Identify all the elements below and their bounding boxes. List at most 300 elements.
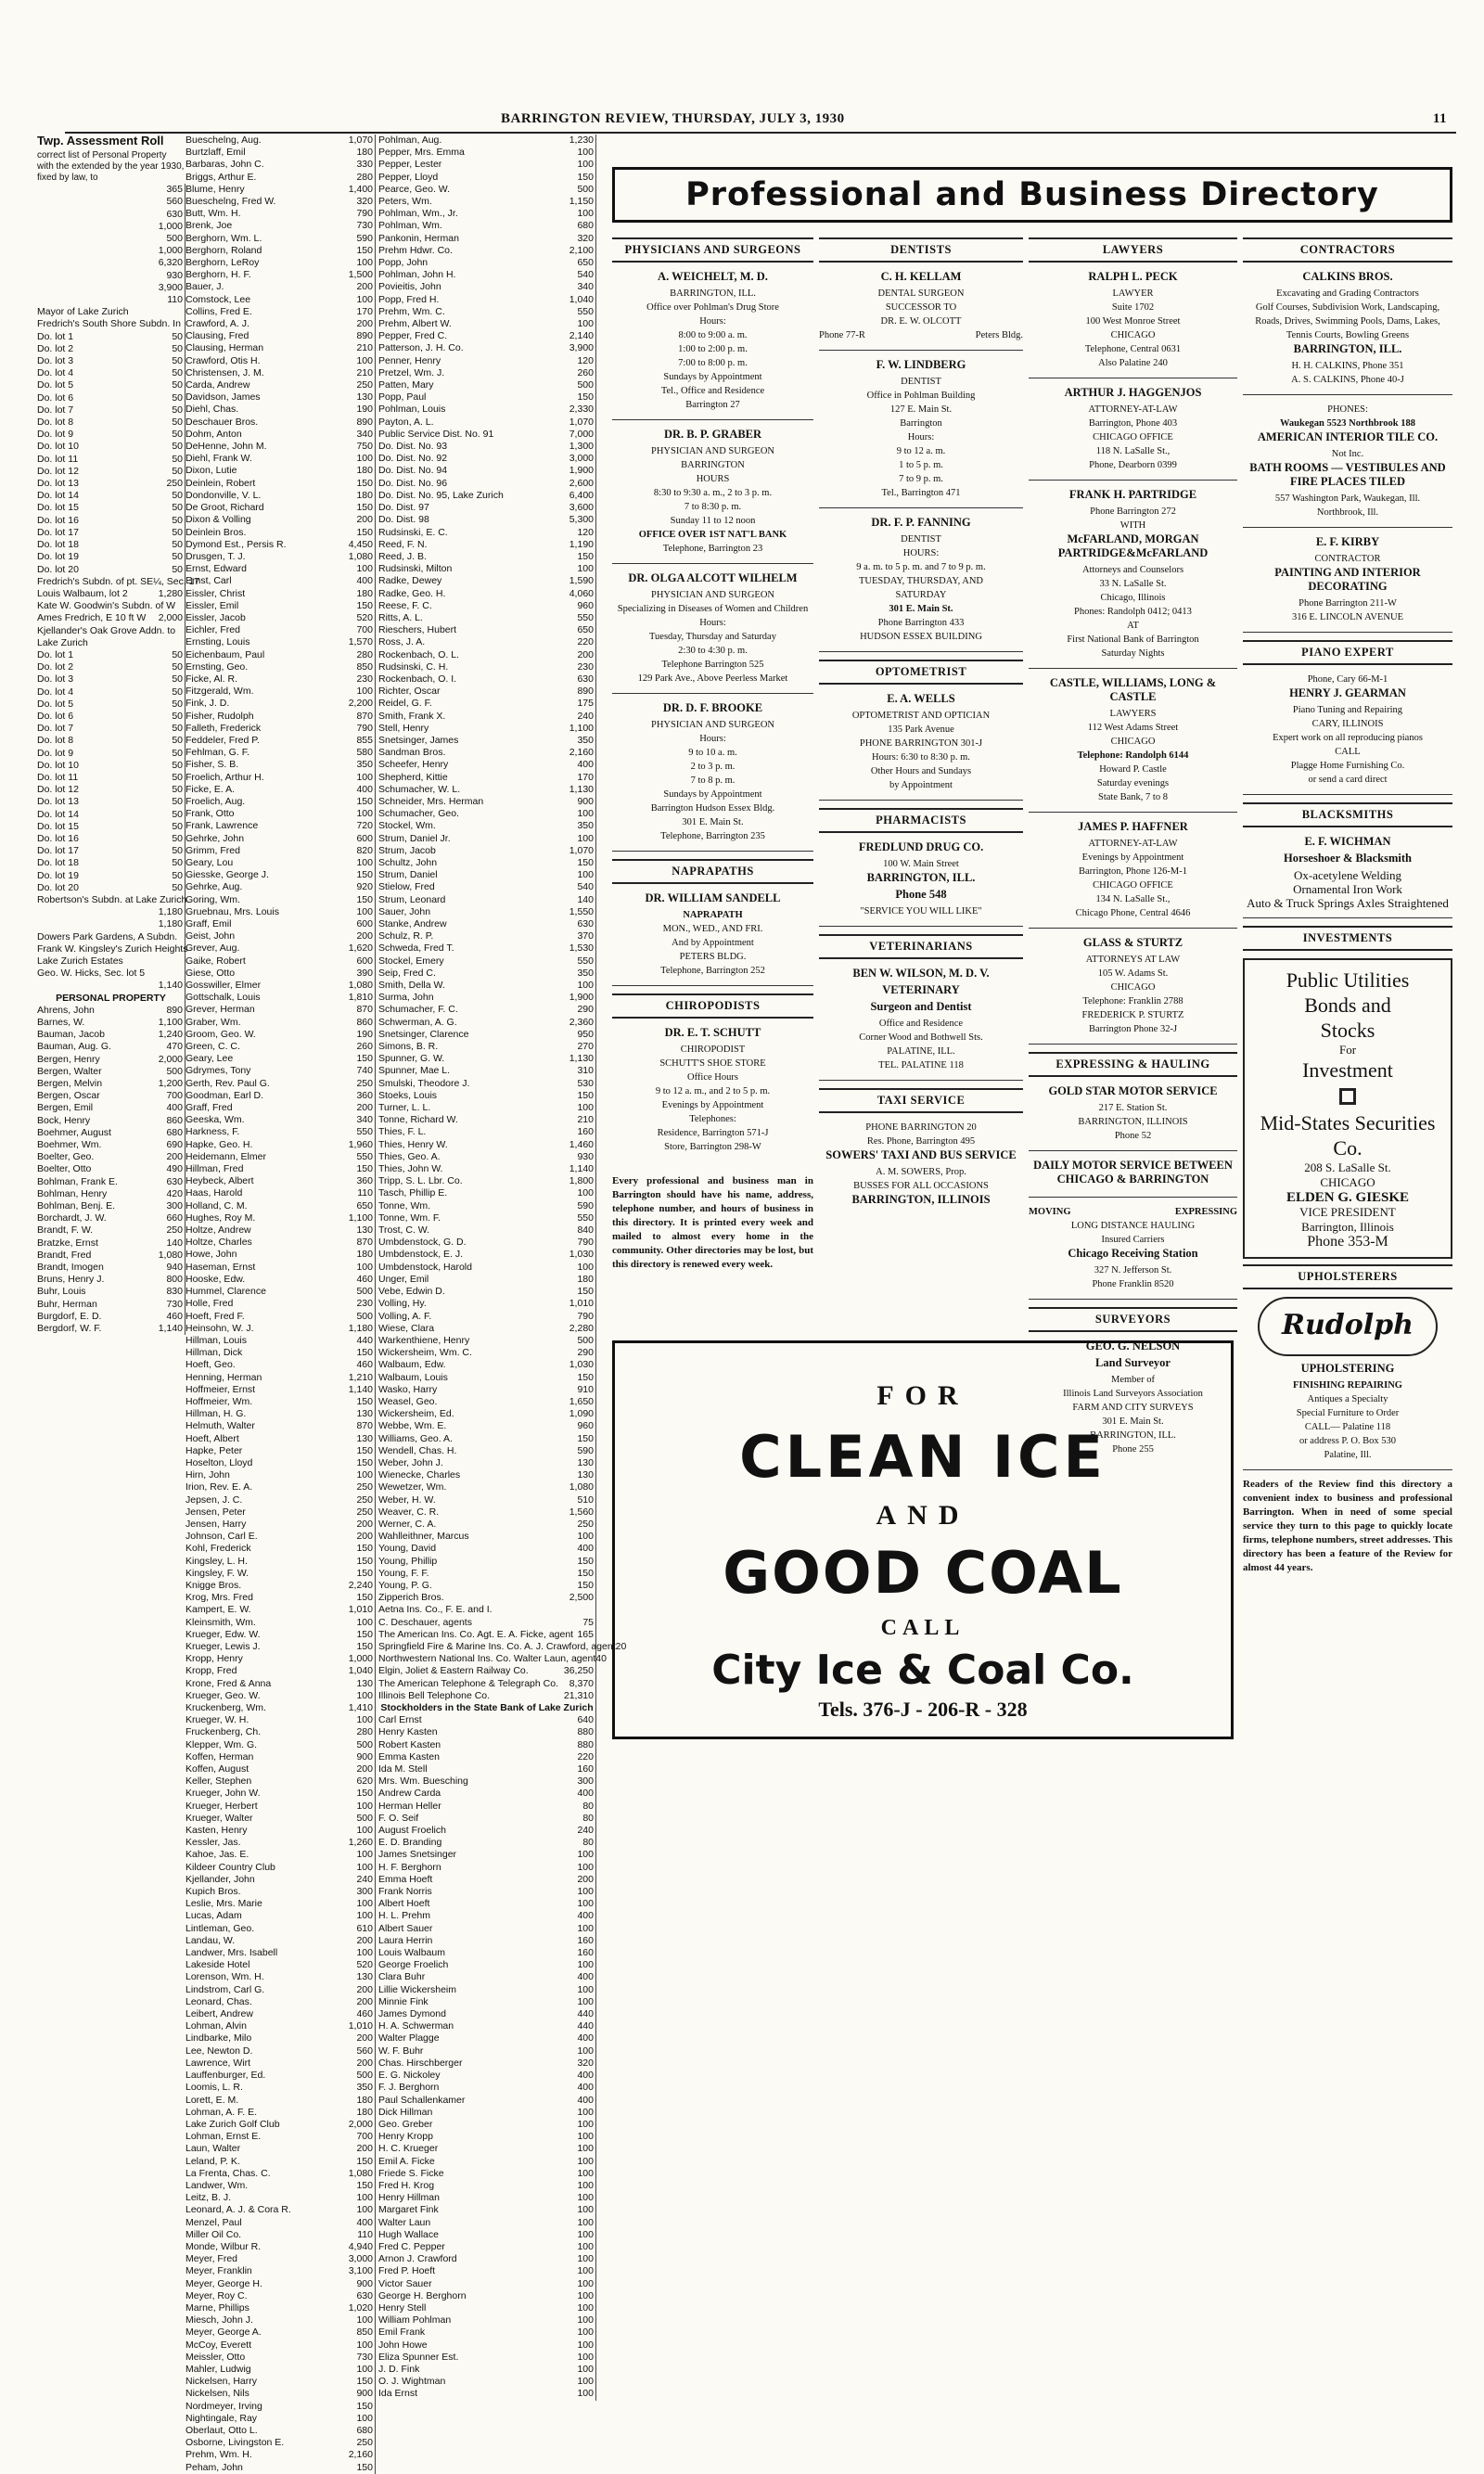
roll-entry-name: Do. Dist. No. 96 (378, 477, 448, 489)
roll-entry (186, 1996, 376, 2008)
roll-entry-value: 1,570 (348, 636, 373, 648)
roll-entry-name: Do. lot 18 (37, 539, 79, 551)
roll-entry-value: 1,650 (569, 1395, 594, 1407)
roll-entry-value: 50 (172, 465, 183, 477)
card-with: WITH (1119, 520, 1146, 531)
roll-entry (378, 1249, 596, 1261)
roll-entry (37, 318, 186, 330)
roll-entry-name: Gruebnau, Mrs. Louis (186, 905, 279, 917)
ad-headline: GOOD COAL (723, 1539, 1123, 1607)
roll-entry (186, 281, 376, 293)
roll-entry-value: 500 (356, 1738, 373, 1750)
roll-entry-value: 300 (356, 1886, 373, 1898)
card-name: HENRY J. GEARMAN (1289, 686, 1406, 699)
roll-entry (378, 294, 596, 306)
roll-entry-value: 400 (577, 2094, 594, 2106)
roll-entry-name: Young, F. F. (378, 1567, 429, 1579)
roll-entry-value: 150 (356, 1347, 373, 1359)
roll-entry-value: 320 (356, 196, 373, 208)
roll-entry-name: Spunner, Mae L. (378, 1065, 451, 1077)
ice-coal-ad (612, 1340, 1234, 1739)
card-shop: SCHUTT'S SHOE STORE (659, 1058, 766, 1069)
roll-entry (378, 1408, 596, 1420)
roll-entry (186, 1237, 376, 1249)
card-hours: Evenings by Appointment (661, 1100, 764, 1110)
roll-entry-value: 730 (166, 1298, 183, 1310)
roll-entry-name: Jepsen, J. C. (186, 1493, 243, 1506)
roll-entry (378, 1187, 596, 1199)
roll-entry-name: O. J. Wightman (378, 2376, 446, 2388)
roll-entry-value: 50 (172, 417, 183, 429)
roll-entry-value: 100 (356, 1947, 373, 1959)
roll-entry-value: 100 (356, 2412, 373, 2424)
roll-entry-name (37, 918, 151, 930)
card-address: 100 W. Main Street (883, 859, 959, 869)
roll-entry-name: Lindstrom, Carl G. (186, 1983, 265, 1995)
roll-entry-name: Weaver, C. R. (378, 1506, 440, 1518)
roll-entry-value: 550 (356, 1126, 373, 1138)
roll-entry-name: Lake Zurich Estates (37, 955, 123, 967)
roll-entry-name: Ahrens, John (37, 1004, 95, 1016)
roll-entry-value: 100 (577, 2204, 594, 2216)
roll-entry-value: 220 (577, 1750, 594, 1763)
roll-entry-name: Walter Plagge (378, 2032, 440, 2045)
roll-entry-value: 150 (577, 1286, 594, 1298)
card-peck (1029, 270, 1237, 378)
roll-entry (186, 1862, 376, 1874)
roll-entry-value: 50 (172, 661, 183, 673)
roll-entry (37, 527, 186, 539)
card-town: BARRINGTON, ILL. (1090, 1430, 1176, 1441)
roll-entry-value: 280 (356, 171, 373, 183)
roll-entry (378, 2339, 596, 2352)
roll-entry-name: Rudsinski, E. C. (378, 526, 448, 538)
roll-entry (378, 1568, 596, 1580)
roll-entry (378, 1653, 607, 1665)
roll-entry-name: Graff, Emil (186, 918, 232, 929)
roll-entry-name: Hirn, John (186, 1469, 230, 1481)
roll-entry-name: Landau, W. (186, 1934, 236, 1946)
roll-entry-name: Sandman Bros. (378, 747, 446, 759)
roll-entry-name: Berghorn, LeRoy (186, 257, 260, 269)
roll-entry (186, 233, 376, 245)
roll-entry-name: Heinsohn, W. J. (186, 1322, 254, 1334)
roll-entry (378, 220, 596, 232)
category-lawyers: LAWYERS (1029, 237, 1237, 263)
roll-entry-name: Stoeks, Louis (378, 1089, 438, 1101)
roll-entry-value: 340 (356, 1114, 373, 1126)
roll-entry-value: 740 (356, 1065, 373, 1077)
roll-entry (378, 723, 596, 735)
roll-entry-value: 400 (577, 2082, 594, 2094)
roll-entry (378, 1078, 596, 1090)
roll-entry (37, 454, 186, 466)
roll-entry (186, 1078, 376, 1090)
roll-entry (378, 318, 596, 330)
roll-entry-value: 1,080 (158, 1249, 183, 1261)
roll-entry-value: 150 (577, 1432, 594, 1444)
roll-entry-name: Monde, Wilbur R. (186, 2240, 262, 2252)
roll-entry (186, 514, 376, 526)
roll-entry (186, 1543, 376, 1555)
roll-entry-value: 1,530 (569, 942, 594, 955)
roll-entry-name: Pepper, Lester (378, 159, 442, 171)
card-slogan: "SERVICE YOU WILL LIKE" (860, 906, 982, 917)
roll-entry-value: 150 (356, 2179, 373, 2191)
roll-entry (186, 833, 376, 845)
roll-entry-value: 150 (356, 477, 373, 489)
roll-entry-value: 4,450 (348, 538, 373, 550)
roll-entry-value: 1,960 (348, 1138, 373, 1150)
roll-entry-name: E. D. Branding (378, 1837, 442, 1849)
roll-entry (378, 1163, 596, 1175)
roll-entry-name: Do. lot 9 (37, 747, 74, 759)
roll-entry (378, 379, 596, 391)
roll-entry-name: Hoeft, Geo. (186, 1359, 236, 1371)
card-town: Palatine, Ill. (1324, 1450, 1372, 1460)
business-directory (603, 139, 1464, 2124)
roll-entry (37, 845, 186, 857)
roll-entry-value: 140 (166, 1237, 183, 1249)
roll-entry-name: Krog, Mrs. Fred (186, 1592, 253, 1604)
roll-entry (378, 600, 596, 612)
roll-entry-value: 250 (356, 1481, 373, 1493)
card-bank: First National Bank of Barrington (1067, 635, 1199, 645)
roll-entry (37, 894, 186, 906)
card-phone: Phone 255 (1112, 1444, 1154, 1455)
roll-entry-value: 820 (356, 844, 373, 856)
roll-entry-name: Seip, Fred C. (378, 967, 436, 979)
roll-entry (378, 918, 596, 930)
roll-entry (186, 1481, 376, 1493)
roll-entry-name: Werner, C. A. (378, 1518, 437, 1530)
roll-entry (378, 1481, 596, 1493)
roll-entry-name: Schweda, Fred T. (378, 942, 454, 955)
roll-entry-value: 400 (356, 783, 373, 795)
card-name: DR. WILLIAM SANDELL (645, 891, 781, 904)
roll-entry-name: Hughes, Roy M. (186, 1211, 256, 1224)
roll-entry-value: 50 (172, 526, 183, 538)
roll-entry-value: 250 (356, 2437, 373, 2449)
roll-entry-value: 250 (166, 478, 183, 490)
roll-entry-value: 400 (577, 1543, 594, 1555)
roll-entry-name: Lorenson, Wm. H. (186, 1971, 264, 1983)
roll-entry (186, 747, 376, 759)
roll-entry-value: 920 (356, 881, 373, 893)
roll-entry (37, 392, 186, 404)
card-town: CARY, ILLINOIS (1311, 719, 1384, 729)
roll-entry (37, 612, 186, 624)
roll-entry-name: Eichenbaum, Paul (186, 648, 265, 660)
roll-heading: Twp. Assessment Roll (37, 134, 164, 147)
roll-entry (186, 2462, 376, 2474)
roll-entry-value: 180 (356, 1249, 373, 1261)
roll-entry-name: Burgdorf, E. D. (37, 1310, 102, 1322)
card-description: BATH ROOMS — VESTIBULES AND FIRE PLACES TILED (1249, 461, 1446, 488)
roll-entry (37, 404, 186, 417)
roll-entry-name: Weasel, Geo. (378, 1395, 438, 1407)
roll-entry-value: 550 (577, 305, 594, 317)
roll-entry (186, 306, 376, 318)
card-tel-label: Telephones: (689, 1114, 736, 1124)
roll-entry-value: 900 (356, 2277, 373, 2289)
roll-entry-value: 240 (577, 1825, 594, 1837)
roll-entry (186, 2278, 376, 2290)
roll-entry-name: Deinlein, Robert (186, 477, 256, 489)
roll-entry (186, 759, 376, 771)
roll-entry-name: Ritts, A. L. (378, 611, 423, 623)
roll-entry (186, 1187, 376, 1199)
roll-entry (186, 1763, 376, 1775)
roll-entry-name: Lillie Wickersheim (378, 1983, 457, 1995)
roll-entry (37, 870, 186, 882)
roll-entry-value (181, 318, 185, 330)
roll-entry (37, 466, 186, 478)
roll-entry (37, 637, 186, 649)
roll-entry (186, 845, 376, 857)
card-title: DENTAL SURGEON (877, 288, 965, 299)
roll-entry-name: Herman Heller (378, 1800, 441, 1812)
roll-entry-value: 540 (577, 269, 594, 281)
roll-entry-name: Victor Sauer (378, 2277, 432, 2289)
roll-entry (37, 723, 186, 735)
roll-entry-name: DeHenne, John M. (186, 441, 267, 453)
roll-entry (37, 1127, 186, 1139)
ad-town: Barrington, Illinois (1301, 1220, 1394, 1234)
roll-entry (186, 220, 376, 232)
roll-entry-name: Bueschelng, Fred W. (186, 196, 276, 208)
category-physicians: PHYSICIANS AND SURGEONS (612, 237, 813, 263)
roll-entry-name: Strum, Daniel (378, 869, 438, 881)
roll-entry (378, 184, 596, 196)
roll-entry-value: 200 (356, 2032, 373, 2045)
roll-entry (37, 367, 186, 379)
roll-entry (186, 1212, 376, 1224)
roll-entry-value: 1,100 (348, 1211, 373, 1224)
card-plagge: Plagge Home Furnishing Co. (1290, 761, 1405, 771)
roll-entry-name: Strum, Daniel Jr. (378, 832, 451, 844)
card-tel: Telephone, Central 0631 (1084, 344, 1182, 354)
roll-entry-name: Gottschalk, Louis (186, 992, 261, 1004)
roll-entry-value: 6,320 (158, 257, 183, 269)
roll-entry (378, 2204, 596, 2216)
roll-entry-name: Diehl, Chas. (186, 404, 239, 416)
card-name: DR. D. F. BROOKE (662, 701, 763, 714)
roll-entry-value: 160 (577, 1934, 594, 1946)
roll-entry (186, 2241, 376, 2253)
roll-entry (37, 270, 186, 282)
assessment-roll-column-2 (186, 135, 376, 2473)
roll-entry-name: Green, C. C. (186, 1041, 240, 1053)
card-hours: Tuesday, Thursday and Saturday (649, 632, 776, 642)
roll-entry-name: Albert Hoeft (378, 1898, 430, 1910)
roll-entry-value: 200 (356, 1763, 373, 1775)
roll-entry-name: Bueschelng, Aug. (186, 135, 262, 146)
roll-entry-value: 350 (577, 820, 594, 832)
roll-entry (37, 1188, 186, 1200)
roll-entry (378, 1519, 596, 1531)
roll-entry (186, 551, 376, 563)
roll-entry-name: Do. lot 19 (37, 551, 79, 563)
roll-entry-value: 680 (577, 220, 594, 232)
roll-entry-name: Gerth, Rev. Paul G. (186, 1077, 270, 1089)
roll-entry-value: 200 (356, 281, 373, 293)
directory-column-2 (819, 232, 1023, 1224)
roll-entry-value: 460 (356, 1359, 373, 1371)
roll-entry-value: 1,130 (569, 783, 594, 795)
roll-entry-value: 630 (166, 208, 183, 220)
roll-entry-name: James Snetsinger (378, 1849, 457, 1861)
roll-entry-value: 36,250 (563, 1665, 594, 1677)
roll-entry-value: 150 (356, 599, 373, 611)
roll-entry (186, 1163, 376, 1175)
roll-entry-value: 180 (356, 465, 373, 477)
card-name: CALKINS BROS. (1302, 270, 1393, 283)
roll-entry (378, 2131, 596, 2143)
roll-entry-name: Weber, H. W. (378, 1493, 436, 1506)
roll-entry-value: 1,070 (348, 135, 373, 146)
roll-entry-name: Geary, Lee (186, 1053, 234, 1065)
roll-entry-value: 250 (356, 1506, 373, 1518)
card-wells (819, 692, 1023, 801)
roll-entry-value: 500 (166, 1065, 183, 1077)
category-surveyors: SURVEYORS (1029, 1307, 1237, 1332)
card-building: Peters Bldg. (975, 330, 1023, 340)
card-address: 316 E. LINCOLN AVENUE (1292, 612, 1403, 622)
roll-entry (378, 2278, 596, 2290)
roll-entry-value: 150 (356, 1456, 373, 1468)
roll-entry-value: 1,080 (348, 980, 373, 992)
roll-entry-name: Walbaum, Louis (378, 1371, 448, 1383)
roll-entry-name: Fredrich's Subdn. of pt. SE¼, Sec. 17 (37, 575, 200, 587)
card-city: Chicago, Illinois (1100, 593, 1166, 603)
roll-entry (186, 2095, 376, 2107)
directory-column-3 (1029, 232, 1237, 1471)
roll-entry (378, 2217, 596, 2229)
roll-entry-value: 270 (577, 1041, 594, 1053)
roll-entry-name: Pepper, Mrs. Emma (378, 147, 465, 159)
ad-company: City Ice & Coal Co. (711, 1647, 1134, 1694)
roll-entry-name: Radke, Dewey (378, 575, 442, 587)
roll-entry-value: 150 (577, 1089, 594, 1101)
roll-entry (378, 1457, 596, 1469)
roll-entry (186, 869, 376, 881)
category-chiropodists: CHIROPODISTS (612, 993, 813, 1019)
roll-entry (186, 1556, 376, 1568)
roll-entry-value: 900 (356, 2388, 373, 2400)
roll-entry-value: 50 (172, 355, 183, 367)
roll-entry-name: Bauer, J. (186, 281, 224, 293)
roll-entry-value: 320 (577, 2057, 594, 2069)
card-phone-row (819, 328, 1023, 342)
roll-entry-value: 250 (166, 1224, 183, 1237)
roll-entry (378, 1813, 596, 1825)
roll-entry (186, 1971, 376, 1983)
card-name: F. W. LINDBERG (876, 358, 966, 371)
roll-entry (378, 1224, 596, 1237)
roll-entry (186, 930, 376, 942)
roll-entry-value: 490 (166, 1163, 183, 1175)
card-title: DENTIST (901, 377, 941, 387)
card-castle (1029, 676, 1237, 813)
card-address: 33 N. LaSalle St. (1099, 579, 1167, 589)
roll-entry-name: Do. lot 16 (37, 514, 79, 526)
roll-entry-name: Geist, John (186, 930, 236, 942)
roll-entry (186, 1262, 376, 1274)
ad-line: FOR (876, 1380, 969, 1411)
roll-entry (186, 808, 376, 820)
card-hours: 9 a. m. to 5 p. m. and 7 to 9 p. m. (856, 562, 986, 572)
roll-entry-name: Brandt, Fred (37, 1249, 92, 1261)
roll-entry (186, 784, 376, 796)
roll-entry (378, 1874, 596, 1886)
roll-entry-name: Briggs, Arthur E. (186, 171, 257, 183)
roll-entry-name: Dixon & Volling (186, 514, 251, 526)
roll-entry-value (175, 600, 185, 612)
roll-entry-value: 50 (172, 735, 183, 747)
roll-entry (378, 1323, 596, 1335)
roll-entry (186, 490, 376, 502)
roll-entry (186, 1335, 376, 1347)
roll-entry (37, 625, 186, 637)
roll-entry-value: 500 (356, 1812, 373, 1824)
roll-entry (37, 931, 186, 943)
roll-entry-name: Ficke, Al. R. (186, 673, 238, 685)
roll-entry-name: Bohlman, Benj. E. (37, 1200, 116, 1212)
card-glass-sturtz (1029, 936, 1237, 1045)
roll-entry-value: 100 (577, 2327, 594, 2339)
roll-entry-value: 1,010 (348, 2020, 373, 2032)
card-phones: Phones: Randolph 0412; 0413 (1074, 607, 1192, 617)
roll-entry (378, 2388, 596, 2400)
roll-entry-value: 150 (356, 1788, 373, 1800)
roll-entry-value: 50 (172, 551, 183, 563)
roll-entry-name: Krueger, John W. (186, 1788, 261, 1800)
card-title: ATTORNEYS AT LAW (1085, 955, 1181, 965)
roll-entry-value: 160 (577, 1126, 594, 1138)
roll-entry (37, 699, 186, 711)
roll-entry-name: Blume, Henry (186, 183, 245, 195)
roll-entry-name: Snetsinger, Clarence (378, 1028, 469, 1040)
roll-entry-value: 1,030 (569, 1359, 594, 1371)
roll-entry-name: Butt, Wm. H. (186, 208, 241, 220)
category-blacksmiths: BLACKSMITHS (1243, 802, 1452, 827)
roll-entry-name: Emil A. Ficke (378, 2155, 435, 2167)
roll-entry-value: 180 (356, 2106, 373, 2118)
roll-entry (378, 894, 596, 906)
card-title: UPHOLSTERING (1300, 1362, 1395, 1375)
roll-entry-value: 80 (582, 1800, 594, 1812)
roll-entry-name: Warkenthiene, Henry (378, 1334, 470, 1346)
roll-entry (37, 661, 186, 673)
roll-entry (378, 1898, 596, 1910)
card-schutt (612, 1026, 813, 1161)
roll-entry-name: Snetsinger, James (378, 734, 459, 746)
roll-entry (186, 429, 376, 441)
roll-entry (186, 1580, 376, 1592)
roll-entry (186, 478, 376, 490)
roll-entry (186, 1053, 376, 1065)
roll-entry-name: Eliza Spunner Est. (378, 2351, 459, 2363)
roll-entry (186, 2204, 376, 2216)
roll-entry-value: 440 (577, 2008, 594, 2020)
roll-entry-name: Wienecke, Charles (378, 1469, 461, 1481)
roll-entry-value: 150 (356, 1543, 373, 1555)
card-hours-label: HOURS (696, 474, 730, 484)
roll-entry (378, 1139, 596, 1151)
roll-entry (378, 968, 596, 980)
roll-entry-name: Berghorn, H. F. (186, 269, 251, 281)
